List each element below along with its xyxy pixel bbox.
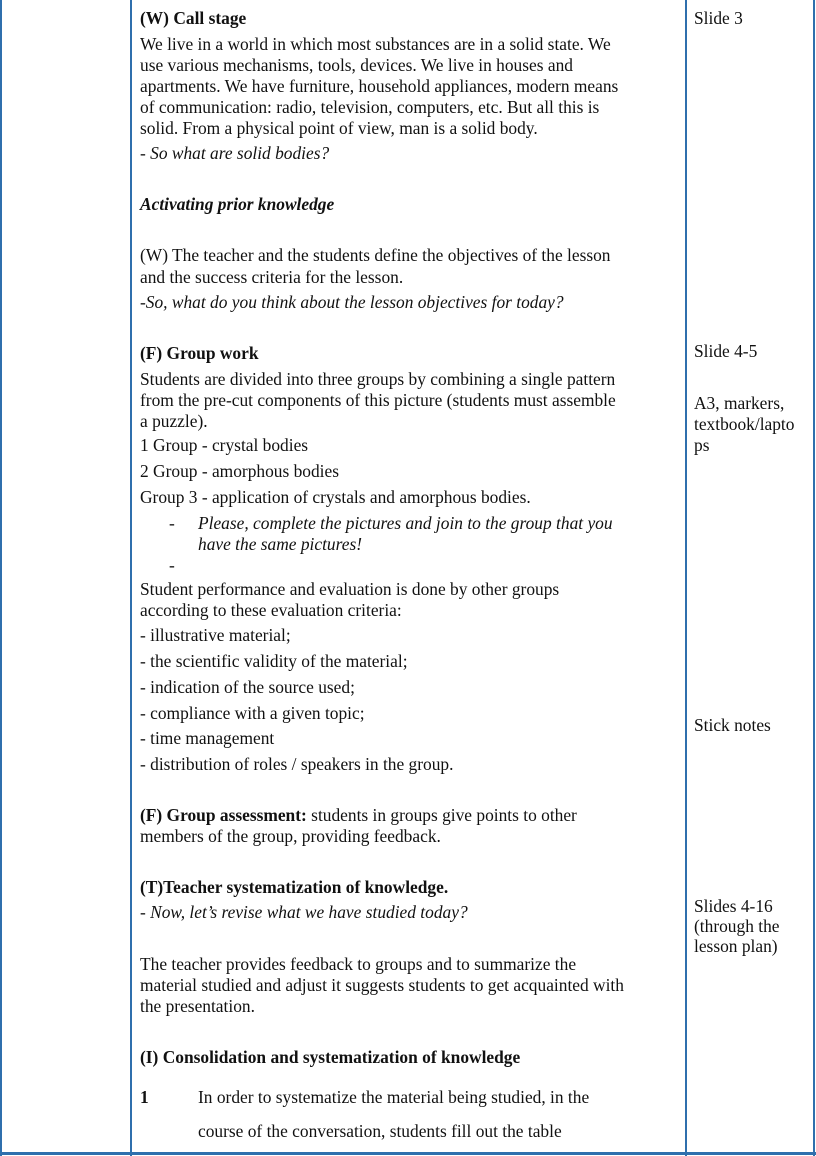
resource-slides-4-16: Slides 4-16: [694, 896, 773, 916]
item-line: course of the conversation, students fill out the table: [198, 1121, 562, 1141]
group-assessment-line: [140, 805, 577, 825]
resource-slide-4-5: Slide 4-5: [694, 341, 758, 361]
question-revise: - Now, let’s revise what we have studied today?: [140, 902, 468, 922]
column-divider-1: [130, 0, 132, 1156]
item-line: In order to systematize the material being studied, in the: [198, 1087, 590, 1107]
call-stage-heading: (W) Call stage: [140, 8, 247, 28]
feedback-line: The teacher provides feedback to groups and to summarize the: [140, 954, 577, 974]
table-border-bottom: [0, 1152, 816, 1155]
intro-line: apartments. We have furniture, household appliances, modern means: [140, 76, 619, 96]
consolidation-heading: (I) Consolidation and systematization of knowledge: [140, 1047, 521, 1067]
resource-slide-3: Slide 3: [694, 8, 743, 28]
teacher-heading: (T)Teacher systematization of knowledge.: [140, 877, 449, 897]
bullet-dash: -: [169, 513, 175, 533]
activating-heading: Activating prior knowledge: [140, 194, 335, 214]
instruction-line: Please, complete the pictures and join to the group that you: [198, 513, 613, 533]
resource-materials: A3, markers,: [694, 393, 785, 413]
intro-line: We live in a world in which most substances are in a solid state. We: [140, 34, 611, 54]
feedback-line: material studied and adjust it suggests students to get acquainted with: [140, 975, 624, 995]
criteria-item: - distribution of roles / speakers in the group.: [140, 754, 454, 774]
feedback-line: the presentation.: [140, 996, 255, 1016]
intro-line: solid. From a physical point of view, man is a solid body.: [140, 118, 538, 138]
criteria-item: - time management: [140, 728, 275, 748]
question-objectives: -So, what do you think about the lesson objectives for today?: [140, 292, 564, 312]
group-work-line: Students are divided into three groups by combining a single pattern: [140, 369, 616, 389]
resource-slides-4-16: (through the: [694, 916, 780, 936]
table-border-left: [0, 0, 2, 1156]
group-work-line: a puzzle).: [140, 411, 208, 431]
group-assessment-line2: members of the group, providing feedback.: [140, 826, 441, 846]
group-work-line: 2 Group - amorphous bodies: [140, 461, 339, 481]
group-assessment-text: students in groups give points to other: [306, 805, 577, 825]
group-work-heading: (F) Group work: [140, 343, 259, 363]
item-number: 1: [140, 1087, 149, 1107]
group-work-line: from the pre-cut components of this picture (students must assemble: [140, 390, 616, 410]
evaluation-line: according to these evaluation criteria:: [140, 600, 402, 620]
table-border-right: [813, 0, 815, 1156]
criteria-item: - the scientific validity of the material;: [140, 651, 408, 671]
group-work-line: 1 Group - crystal bodies: [140, 435, 309, 455]
intro-line: use various mechanisms, tools, devices. We live in houses and: [140, 55, 573, 75]
group-work-line: Group 3 - application of crystals and amorphous bodies.: [140, 487, 531, 507]
resource-materials: ps: [694, 435, 710, 455]
resource-slides-4-16: lesson plan): [694, 936, 778, 956]
objectives-line: (W) The teacher and the students define the objectives of the lesson: [140, 245, 611, 265]
resource-materials: textbook/lapto: [694, 414, 795, 434]
instruction-line: have the same pictures!: [198, 534, 363, 554]
question-solid-bodies: - So what are solid bodies?: [140, 143, 330, 163]
intro-line: of communication: radio, television, computers, etc. But all this is: [140, 97, 600, 117]
resource-stick-notes: Stick notes: [694, 715, 771, 735]
evaluation-line: Student performance and evaluation is done by other groups: [140, 579, 560, 599]
group-assessment-label: (F) Group assessment:: [140, 805, 307, 825]
objectives-line: and the success criteria for the lesson.: [140, 267, 404, 287]
column-divider-2: [685, 0, 687, 1156]
criteria-item: - illustrative material;: [140, 625, 291, 645]
criteria-item: - indication of the source used;: [140, 677, 355, 697]
bullet-dash: -: [169, 555, 175, 575]
criteria-item: - compliance with a given topic;: [140, 703, 365, 723]
